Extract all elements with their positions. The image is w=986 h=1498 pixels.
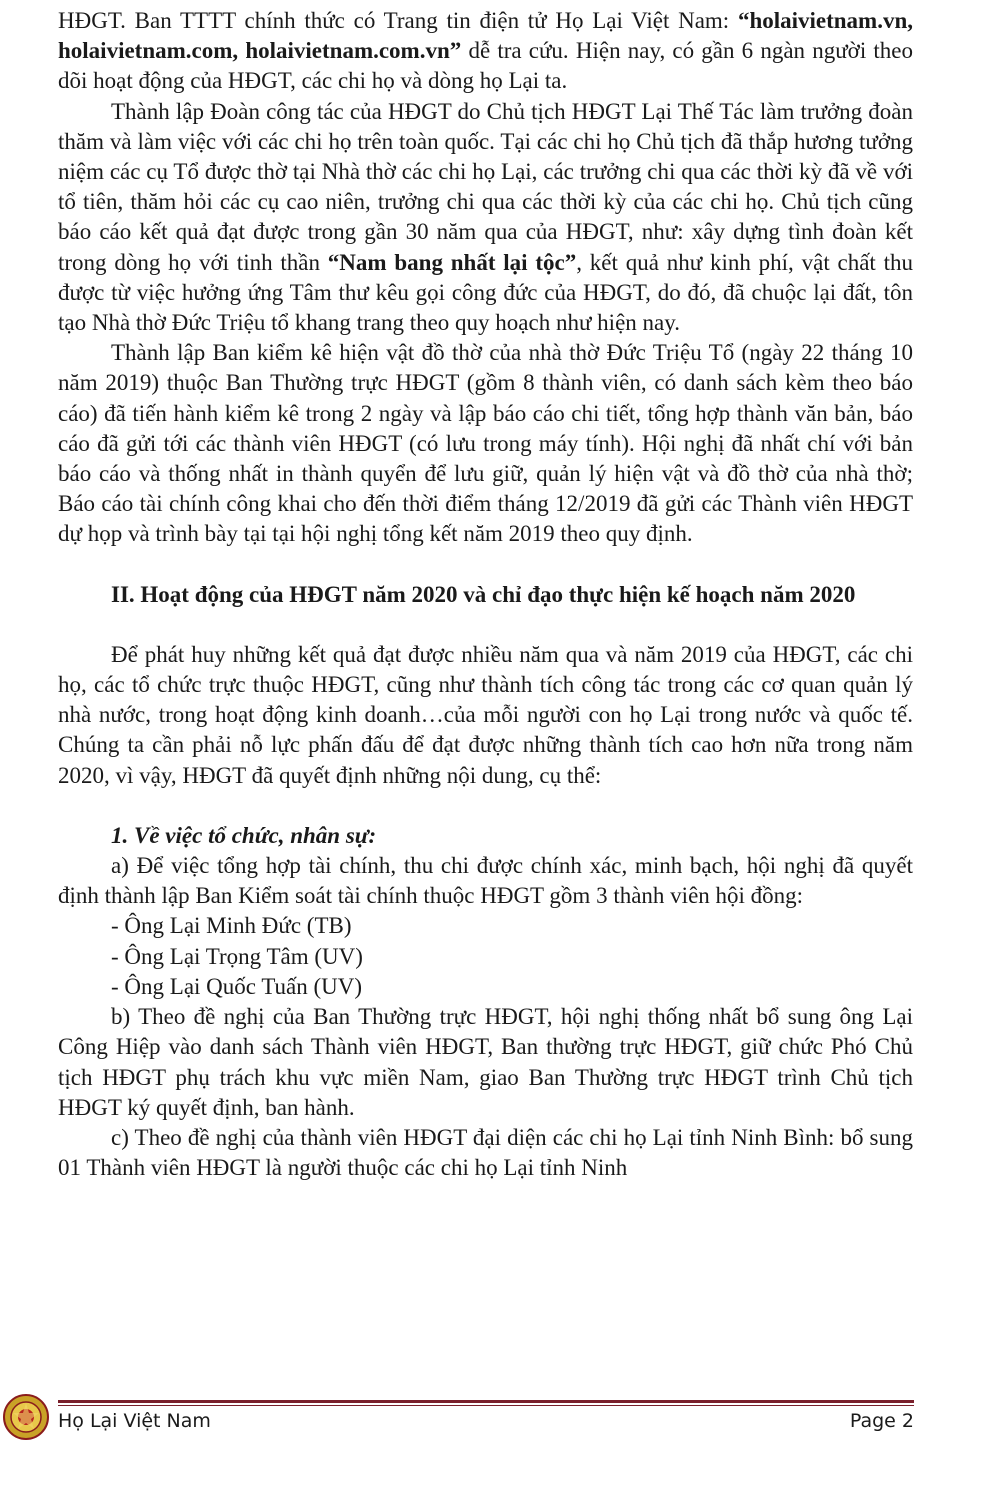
paragraph-2: Thành lập Đoàn công tác của HĐGT do Chủ tịch HĐGT Lại Thế Tác làm trưởng đoàn thăm và làm việc với các chi họ trên toàn quốc. Tại các chi họ Chủ tịch đã thắp hương tưởng niệm các cụ Tổ được thờ tại Nhà thờ các chi họ Lại, các trưởng chi qua các thời kỳ đã về với tổ tiên, thăm hỏi các cụ cao niên, trưởng chi qua các thời kỳ của các chi họ. Chủ tịch cũng báo cáo kết quả đạt được trong gần 30 năm qua của HĐGT, như: xây dựng tình đoàn kết trong dòng họ với tinh thần “Nam bang nhất lại tộc”, kết quả như kinh phí, vật chất thu được từ việc hưởng ứng Tâm thư kêu gọi công đức của HĐGT, do đó, đã chuộc lại đất, tôn tạo Nhà thờ Đức Triệu tổ khang trang theo quy hoạch như hiện nay. [58, 98, 914, 336]
footer-rule [58, 1400, 914, 1403]
footer-rule-thin [58, 1405, 914, 1406]
website-list: “holaivietnam.vn, holaivietnam.com, holaivietnam.com.vn” [58, 8, 914, 64]
item-b: b) Theo đề nghị của Ban Thường trực HĐGT, hội nghị thống nhất bổ sung ông Lại Công Hiệp vào danh sách Thành viên HĐGT, Ban thường trực HĐGT, giữ chức Phó Chủ tịch HĐGT phụ trách khu vực miền Nam, giao Ban Thường trực HĐGT trình Chủ tịch HĐGT ký quyết định, ban hành. [58, 1004, 913, 1120]
list-item: - Ông Lại Quốc Tuấn (UV) [111, 973, 363, 999]
item-a: a) Để việc tổng hợp tài chính, thu chi được chính xác, minh bạch, hội nghị đã quyết định thành lập Ban Kiểm soát tài chính thuộc HĐGT gồm 3 thành viên hội đồng: [58, 853, 913, 909]
paragraph-4: Để phát huy những kết quả đạt được nhiều năm qua và năm 2019 của HĐGT, các chi họ, các tổ chức trực thuộc HĐGT, cũng như thành tích công tác trong các cơ quan quản lý nhà nước, trong hoạt động kinh doanh…của mỗi người con họ Lại trong nước và quốc tế. Chúng ta cần phải nỗ lực phấn đấu để đạt được những thành tích cao hơn nữa trong năm 2020, vì vậy, HĐGT đã quyết định những nội dung, cụ thể: [58, 641, 913, 788]
page-number: Page 2 [849, 1410, 914, 1432]
list-item: - Ông Lại Trọng Tâm (UV) [111, 943, 363, 969]
motto: “Nam bang nhất lại tộc” [327, 249, 577, 275]
paragraph-3: Thành lập Ban kiểm kê hiện vật đồ thờ của nhà thờ Đức Triệu Tổ (ngày 22 tháng 10 năm 2019) thuộc Ban Thường trực HĐGT (gồm 8 thành viên, có danh sách kèm theo báo cáo) đã tiến hành kiểm kê trong 2 ngày và lập báo cáo chi tiết, tổng hợp thành văn bản, báo cáo đã gửi tới các thành viên HĐGT (có lưu trong máy tính). Hội nghị đã nhất chí với bản báo cáo và thống nhất in thành quyển để lưu giữ, quản lý hiện vật và đồ thờ của nhà thờ; Báo cáo tài chính công khai cho đến thời điểm tháng 12/2019 đã gửi các Thành viên HĐGT dự họp và trình bày tại tại hội nghị tổng kết năm 2019 theo quy định. [58, 340, 913, 547]
section-heading: II. Hoạt động của HĐGT năm 2020 và chỉ đạo thực hiện kế hoạch năm 2020 [111, 581, 856, 607]
document-body [58, 6, 913, 1183]
footer-title: Họ Lại Việt Nam [58, 1410, 211, 1432]
clan-seal-icon [2, 1393, 50, 1441]
paragraph-1: HĐGT. Ban TTTT chính thức có Trang tin điện tử Họ Lại Việt Nam: “holaivietnam.vn, holaivietnam.com, holaivietnam.com.vn” dễ tra cứu. Hiện nay, có gần 6 ngàn người theo dõi hoạt động của HĐGT, các chi họ và dòng họ Lại ta. [58, 8, 914, 94]
subsection-heading: 1. Về việc tổ chức, nhân sự: [111, 822, 377, 848]
list-item: - Ông Lại Minh Đức (TB) [111, 913, 352, 939]
item-c: c) Theo đề nghị của thành viên HĐGT đại diện các chi họ Lại tỉnh Ninh Bình: bổ sung 01 Thành viên HĐGT là người thuộc các chi họ Lại tỉnh Ninh [58, 1124, 913, 1181]
